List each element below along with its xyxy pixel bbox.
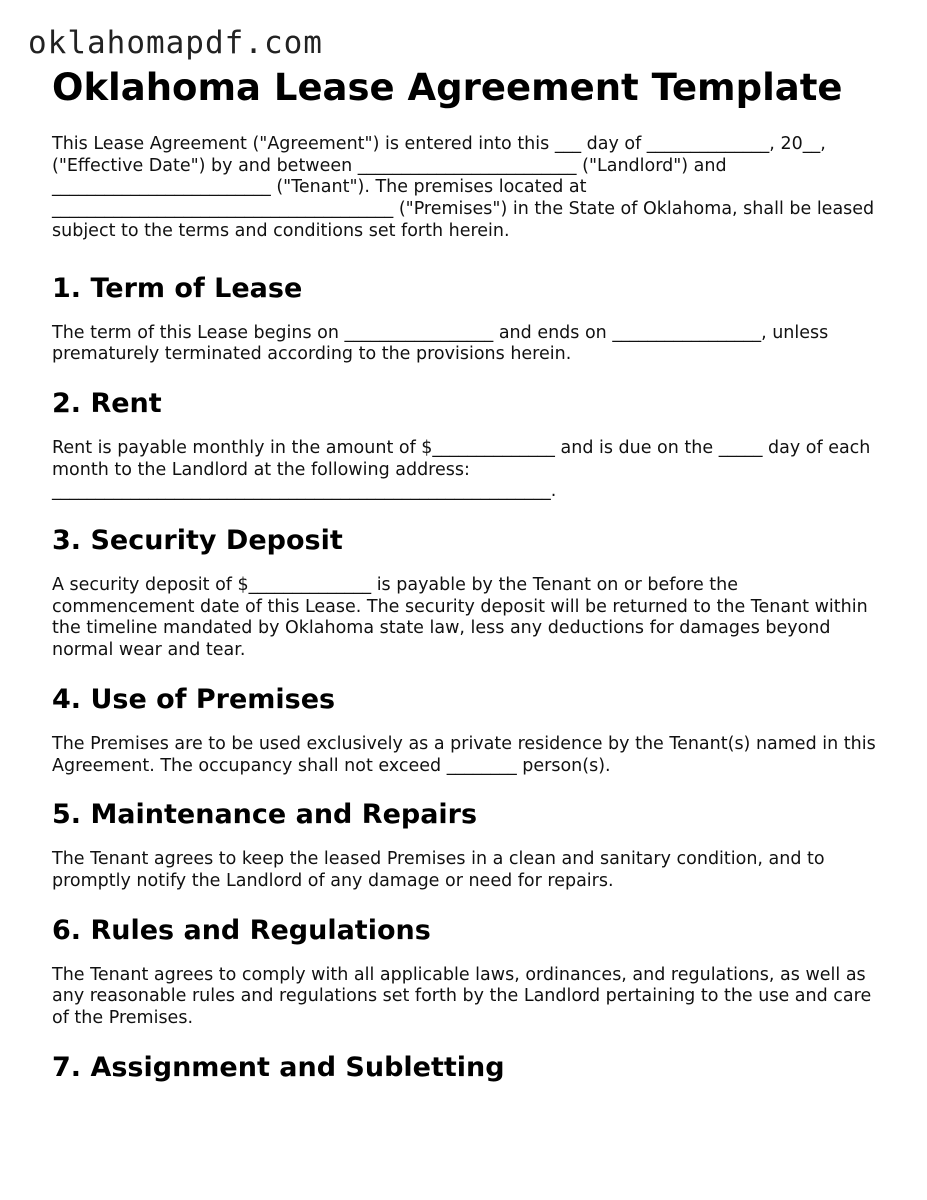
- section-body: The Tenant agrees to comply with all applicable laws, ordinances, and regulations, as well as any reasonable rules and regulations set forth by the Landlord pertaining to the use and care of the Premises.: [52, 964, 872, 1029]
- section-assignment-and-subletting: [52, 1052, 882, 1084]
- section-heading: 2. Rent: [52, 387, 162, 419]
- section-heading: 6. Rules and Regulations: [52, 914, 431, 946]
- section-body: The Premises are to be used exclusively as a private residence by the Tenant(s) named in this Agreement. The occupancy shall not exceed ________ person(s).: [52, 733, 876, 776]
- section-body: The Tenant agrees to keep the leased Premises in a clean and sanitary condition, and to promptly notify the Landlord of any damage or need for repairs.: [52, 849, 825, 891]
- section-heading: 4. Use of Premises: [52, 683, 336, 715]
- section-security-deposit: [52, 525, 882, 662]
- section-heading: 5. Maintenance and Repairs: [52, 799, 478, 831]
- lease-document: [52, 66, 882, 1104]
- section-heading: 1. Term of Lease: [52, 272, 303, 304]
- section-maintenance-and-repairs: [52, 799, 882, 892]
- intro-paragraph: This Lease Agreement ("Agreement") is entered into this ___ day of ______________, 20__, ("Effective Date") by and between _________________________ ("Landlord") and _________________________ ("Tenant"). The premises located at _______________________________________ ("Premises") in the State of Oklahoma, shall be leased subject to the terms and conditions set forth herein.: [52, 134, 875, 241]
- section-body: A security deposit of $______________ is payable by the Tenant on or before the commencement date of this Lease. The security deposit will be returned to the Tenant within the timeline mandated by Oklahoma state law, less any deductions for damages beyond normal wear and tear.: [52, 575, 868, 661]
- section-heading: 7. Assignment and Subletting: [52, 1051, 505, 1083]
- section-use-of-premises: [52, 684, 882, 777]
- section-rent: [52, 388, 882, 503]
- section-body: The term of this Lease begins on _________________ and ends on _________________, unless prematurely terminated according to the provisions herein.: [52, 322, 829, 365]
- document-title: Oklahoma Lease Agreement Template: [52, 66, 843, 109]
- section-term-of-lease: [52, 273, 882, 366]
- site-watermark: oklahomapdf.com: [28, 25, 323, 61]
- section-rules-and-regulations: [52, 915, 882, 1030]
- section-heading: 3. Security Deposit: [52, 525, 343, 557]
- section-body: Rent is payable monthly in the amount of $______________ and is due on the _____ day of each month to the Landlord at the following address: _________________________________________________________.: [52, 437, 871, 502]
